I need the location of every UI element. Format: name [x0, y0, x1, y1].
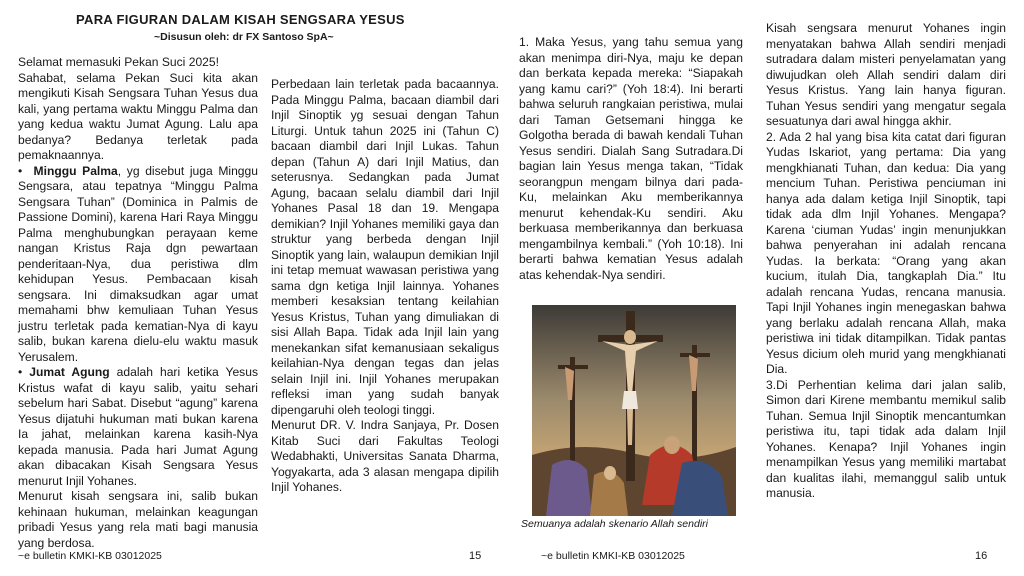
footer-text: ~e bulletin KMKI-KB 03012025: [18, 550, 162, 562]
column-1: [18, 55, 258, 551]
bullet-icon: •: [18, 365, 23, 379]
paragraph: 2. Ada 2 hal yang bisa kita catat dari figuran Yudas Iskariot, yang pertama: Dia yang mengkhianati Tuhan, dan kedua: Dia yang mencium Tuhan. Peristiwa penciuman ini hanya ada dalam ketiga Injil Sinoptik, tapi tidak ada dlm Injil Yohanes. Mengapa? Karena ‘ciuman Yudas’ ingin menunjukkan bahwa penyerahan ini adalah rencana Yudas. Ia berkata: “Orang yang akan kucium, itulah Dia, tangkaplah Dia.” Itu adalah rencana Yudas, rencana manusia. Tapi Injil Yohanes ingin menegaskan bahwa yang berlaku adalah rencana Allah, maka peristiwa ini tidak ditampilkan. Tidak pantas Yesus dicium oleh murid yang mengkhianati Dia.: [766, 129, 1006, 376]
bullet-minggu-palma: [18, 164, 258, 366]
article-title: PARA FIGURAN DALAM KISAH SENGSARA YESUS: [76, 12, 405, 27]
article-author: ~Disusun oleh: dr FX Santoso SpA~: [154, 31, 334, 43]
page-number: 16: [975, 550, 988, 562]
paragraph: Menurut kisah sengsara ini, salib bukan kehinaan hukuman, melainkan keagungan pribadi Yesus yang rela mati bagi manusia yang berdosa.: [18, 489, 258, 550]
paragraph: 1. Maka Yesus, yang tahu semua yang akan menimpa diri-Nya, maju ke depan dan berkata kepada mereka: “Siapakah yang kamu cari?” (Yoh 18:4). Ini berarti bahwa seluruh rangkaian peristiwa, mulai dari Taman Getsemani hingga ke Golgotha berada di bawah kendali Tuhan Yesus sendiri. Dialah Sang Sutradara.Di bagian lain Yesus menga takan, “Tidak seorangpun mengam bilnya dari pada-Ku, melainkan Aku memberikannya menurut kehendak-Ku sendiri. Aku berkuasa memberikannya dan berkuasa mengambilnya kembali.” (Yoh 10:18). Ini berarti bahwa kematian Yesus adalah atas kehendak-Nya sendiri.: [519, 35, 743, 282]
column-3: [519, 35, 743, 283]
footer-text: ~e bulletin KMKI-KB 03012025: [541, 550, 685, 562]
intro-paragraph: Sahabat, selama Pekan Suci kita akan mengikuti Kisah Sengsara Tuhan Yesus dua kali, yang pertama waktu Minggu Palma dan yang kedua waktu Jumat Agung. Lalu apa bedanya? Bedanya terletak pada pemaknaannya.: [18, 70, 258, 162]
column-2: [271, 77, 499, 496]
bullet-icon: •: [18, 163, 23, 178]
bullet-text: adalah hari ketika Yesus Kristus wafat di kayu salib, yaitu sehari sebelum hari Sabat. Disebut “agung” karena Yesus dijatuhi hukuman mati bukan karena Ia jahat, melainkan karena kasih-Nya kepada manusia. Pada hari Jumat Agung akan dibacakan Kisah Sengsara Yesus menurut Injil Yohanes.: [18, 365, 258, 488]
bullet-heading: Minggu Palma: [33, 163, 118, 178]
paragraph: 3.Di Perhentian kelima dari jalan salib, Simon dari Kirene membantu memikul salib Tuhan. Semua Injil Sinoptik mencantumkan peristiwa itu, tapi tidak ada dalam Injil Yohanes. Kenapa? Injil Yohanes ingin menampilkan Yesus yang memiliki martabat dan kualitas ilahi, memanggul salib untuk manusia.: [766, 377, 1006, 500]
page-number: 15: [469, 550, 482, 562]
bullet-text: , yg disebut juga Minggu Sengsara, atau tepatnya “Minggu Palma Sengsara Tuhan” (Dominica in Palmis de Passione Domini), karena Hari Raya Minggu Palma menghubungkan perayaan keme nangan Kristus Raja dgn pewartaan penderitaan-Nya, dua peristiwa dlm kehidupan Yesus. Pembacaan kisah sengsara. Ini dimaksudkan agar umat memahami bhw kemuliaan Tuhan Yesus justru terletak pada kematian-Nya di kayu salib, bukan karena dielu-elu waktu masuk Yerusalem.: [18, 163, 258, 364]
image-caption: Semuanya adalah skenario Allah sendiri: [521, 518, 708, 530]
paragraph: Kisah sengsara menurut Yohanes ingin menyatakan bahwa Allah sendiri menjadi sutradara dalam misteri penyelamatan yang diwujudkan oleh Allah sendiri dalam diri Yesus Kristus. Yang lain hanya figuran. Tuhan Yesus sendiri yang mengatur segala sesuatunya dari awal hingga akhir.: [766, 21, 1006, 128]
paragraph: Perbedaan lain terletak pada bacaannya. Pada Minggu Palma, bacaan diambil dari Injil Sinoptik yg sesuai dengan Tahun Liturgi. Untuk tahun 2025 ini (Tahun C) bacaan diambil dari Injil Lukas. Tahun depan (Tahun A) dari Injil Matius, dan seterusnya. Sedangkan pada Jumat Agung, bacaan selalu diambil dari Injil Yohanes Pasal 18 dan 19. Mengapa demikian? Injil Yohanes memiliki gaya dan struktur yang berbeda dengan Injil Sinoptik yang lain, walaupun demikian Injil ini tetap memuat wawasan peristiwa yang sama dgn ketiga Injil lainnya. Yohanes memberi kesaksian tentang keilahian Yesus Kristus, Tuhan yang dimuliakan di sisi Allah Bapa. Tidak ada Injil lain yang menekankan sifat kemanusiaan sekaligus keilahian-Nya dengan tegas dan jelas selain Injil ini. Injil Yohanes merupakan refleksi iman yang sudah banyak dipengaruhi oleh teologi tinggi.: [271, 77, 499, 417]
crucifixion-painting-icon: [532, 305, 736, 516]
column-4: [766, 21, 1006, 502]
greeting-paragraph: Selamat memasuki Pekan Suci 2025!: [18, 55, 219, 69]
bullet-jumat-agung: [18, 365, 258, 489]
paragraph: Menurut DR. V. Indra Sanjaya, Pr. Dosen Kitab Suci dari Fakultas Teologi Wedabhakti, Universitas Sanata Dharma, Yogyakarta, ada 3 alasan mengapa dipilih Injil Yohanes.: [271, 418, 499, 494]
bullet-heading: Jumat Agung: [29, 365, 110, 379]
